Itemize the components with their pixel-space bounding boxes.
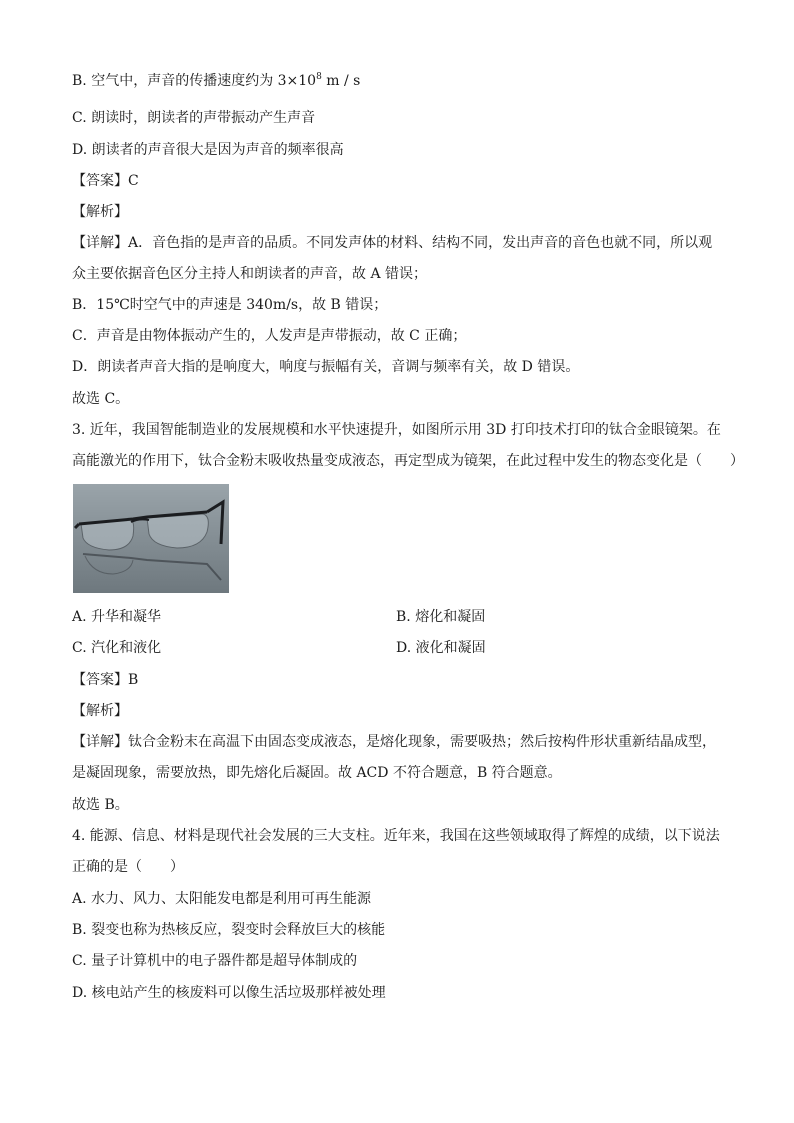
q3-stem-line2: 高能激光的作用下，钛合金粉末吸收热量变成液态，再定型成为镜架，在此过程中发生的物态变化是（ ）	[72, 453, 744, 469]
q3-answer-tag: 【答案】	[72, 672, 128, 688]
q2-detail-a1-text: A．音色指的是声音的品质。不同发声体的材料、结构不同，发出声音的音色也就不同，所以观	[128, 235, 713, 251]
glasses-frame-illustration	[73, 484, 229, 593]
q2-answer-tag: 【答案】	[72, 173, 128, 189]
q3-stem-line1: 3. 近年，我国智能制造业的发展规模和水平快速提升，如图所示用 3D 打印技术打印的钛合金眼镜架。在	[72, 422, 721, 438]
glasses-frame-photo	[73, 484, 229, 593]
q2-option-b	[72, 71, 360, 91]
q3-detail-line1	[72, 732, 716, 752]
q3-option-b: B. 熔化和凝固	[396, 609, 486, 625]
q2-detail-b: B．15℃时空气中的声速是 340m/s，故 B 错误；	[72, 297, 388, 313]
q2-choose: 故选 C。	[72, 391, 130, 407]
q2-option-d: D. 朗读者的声音很大是因为声音的频率很高	[72, 142, 344, 158]
q4-option-b: B. 裂变也称为热核反应，裂变时会释放巨大的核能	[72, 922, 386, 938]
q3-option-a: A. 升华和凝华	[72, 609, 162, 625]
q2-detail-a-line2: 众主要依据音色区分主持人和朗读者的声音，故 A 错误；	[72, 266, 428, 282]
q4-stem-line1: 4. 能源、信息、材料是现代社会发展的三大支柱。近年来，我国在这些领域取得了辉煌的成绩，以下说法	[72, 828, 720, 844]
q3-answer	[72, 670, 138, 690]
q3-detail-line2: 是凝固现象，需要放热，即先熔化后凝固。故 ACD 不符合题意，B 符合题意。	[72, 765, 562, 781]
q4-stem-line2: 正确的是（ ）	[72, 859, 184, 875]
q2-detail-c: C．声音是由物体振动产生的，人发声是声带振动，故 C 正确；	[72, 328, 467, 344]
q2-answer-value: C	[128, 173, 139, 189]
q4-option-c: C. 量子计算机中的电子器件都是超导体制成的	[72, 953, 358, 969]
q3-answer-value: B	[128, 672, 139, 688]
q3-detail1-text: 钛合金粉末在高温下由固态变成液态，是熔化现象，需要吸热；然后按构件形状重新结晶成型，	[128, 734, 716, 750]
q2-option-c: C. 朗读时，朗读者的声带振动产生声音	[72, 110, 316, 126]
q2-answer	[72, 171, 139, 191]
q2-detail-tag: 【详解】	[72, 235, 128, 251]
q2-analysis-tag: 【解析】	[72, 204, 128, 220]
q2-option-b-exponent: 8	[316, 72, 322, 82]
q2-option-b-text: B. 空气中，声音的传播速度约为 3×10	[72, 73, 317, 89]
q3-option-c: C. 汽化和液化	[72, 640, 162, 656]
q3-analysis-tag: 【解析】	[72, 703, 128, 719]
q4-option-a: A. 水力、风力、太阳能发电都是利用可再生能源	[72, 891, 372, 907]
q2-option-b-unit: m / s	[321, 73, 361, 89]
q3-choose: 故选 B。	[72, 797, 129, 813]
q4-option-d: D. 核电站产生的核废料可以像生活垃圾那样被处理	[72, 985, 386, 1001]
q2-detail-d: D．朗读者声音大指的是响度大，响度与振幅有关，音调与频率有关，故 D 错误。	[72, 359, 580, 375]
q3-detail-tag: 【详解】	[72, 734, 128, 750]
q3-option-d: D. 液化和凝固	[396, 640, 486, 656]
q2-detail-a-line1	[72, 233, 712, 253]
